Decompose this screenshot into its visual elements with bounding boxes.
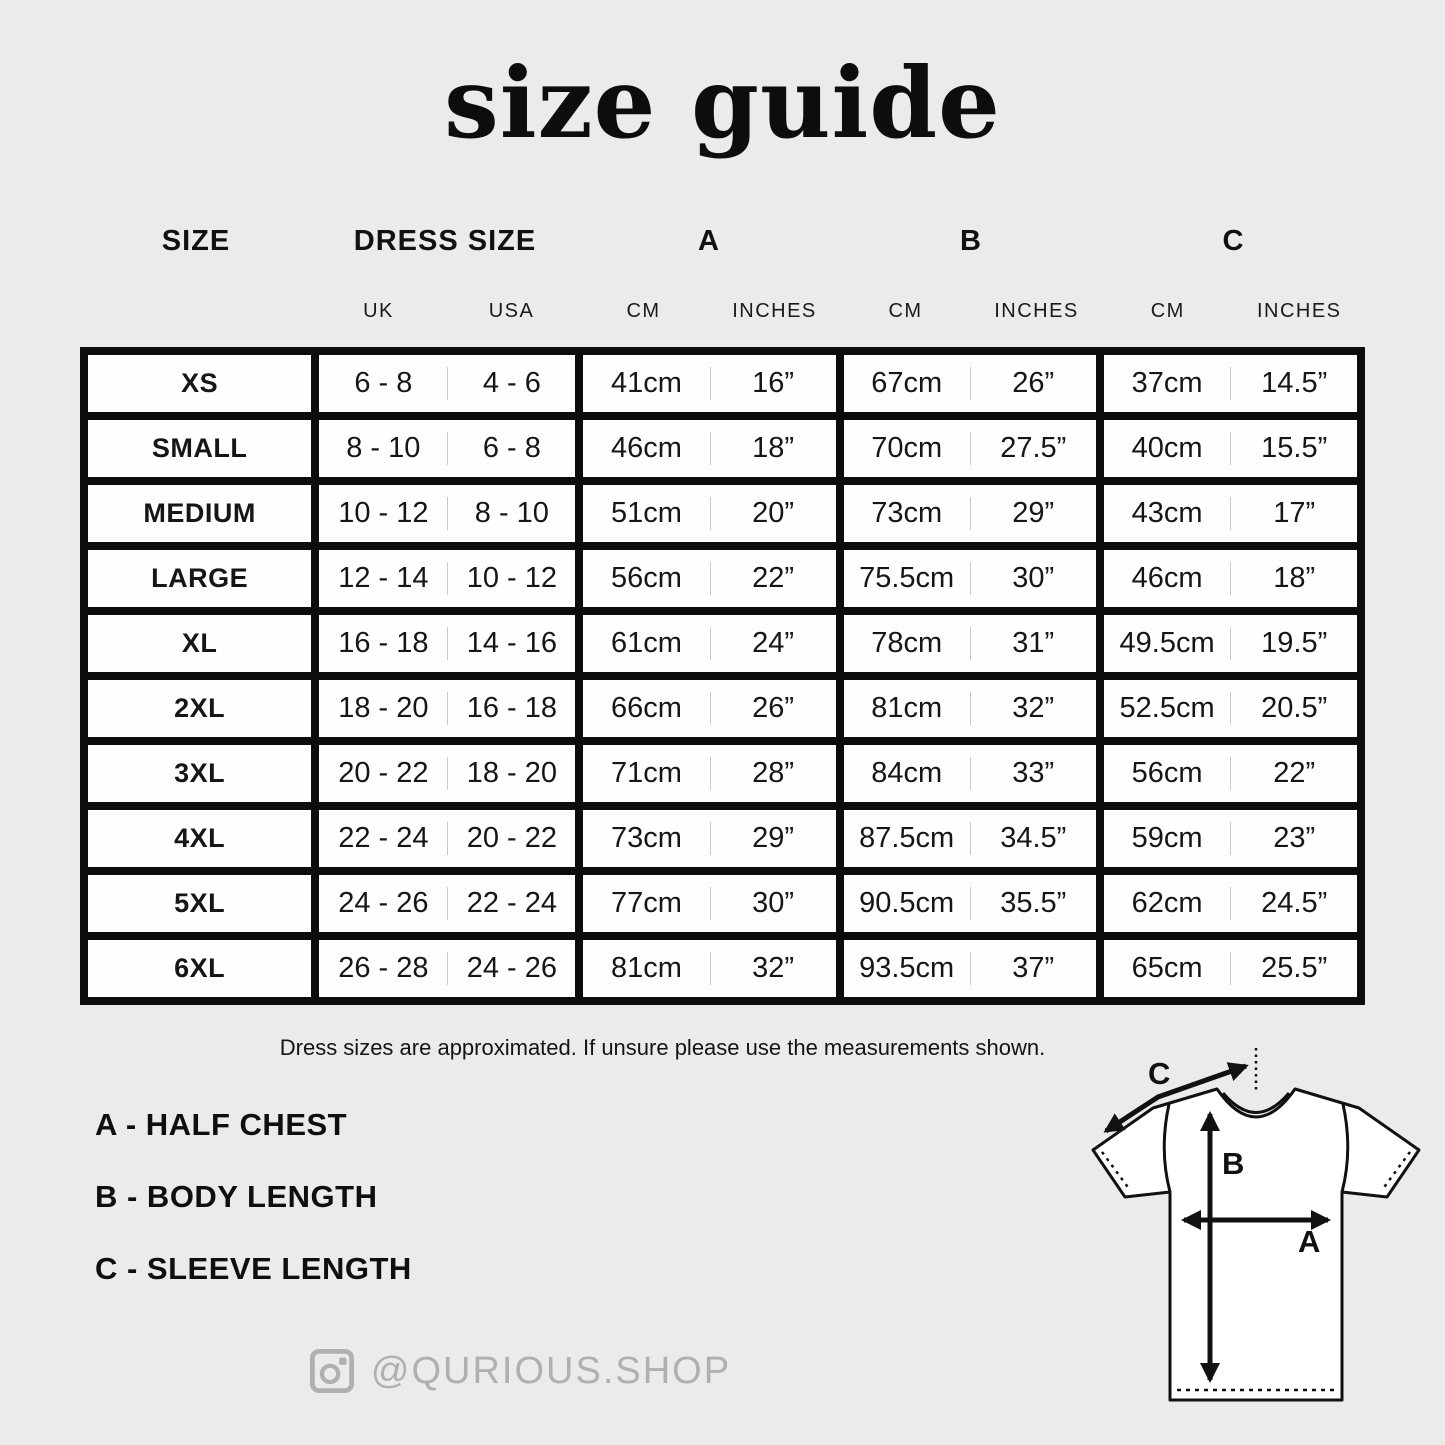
- table-row-small: [88, 420, 1357, 477]
- subheader-a-cm: CM: [626, 299, 661, 322]
- instagram-icon: [309, 1348, 355, 1394]
- instagram-handle: @QURIOUS.SHOP: [370, 1349, 732, 1392]
- uk-value: 10 - 12: [338, 496, 429, 529]
- c-cm-value: 56cm: [1131, 756, 1203, 789]
- c-cell: [1104, 810, 1357, 867]
- usa-value: 20 - 22: [447, 822, 575, 855]
- b-cm-value: 87.5cm: [859, 821, 955, 854]
- b-cell: [844, 615, 1096, 672]
- size-label: 3XL: [88, 745, 311, 802]
- c-cell: [1104, 550, 1357, 607]
- usa-value: 24 - 26: [447, 952, 575, 985]
- a-cell: [583, 420, 835, 477]
- a-inches-value: 16”: [710, 367, 836, 400]
- header-a: A: [698, 224, 720, 257]
- uk-value: 22 - 24: [338, 821, 429, 854]
- b-cell: [844, 810, 1096, 867]
- c-inches-value: 14.5”: [1230, 367, 1357, 400]
- diagram-label-c: C: [1148, 1056, 1171, 1091]
- b-cm-value: 84cm: [871, 756, 943, 789]
- c-inches-value: 17”: [1230, 497, 1357, 530]
- b-inches-value: 31”: [970, 627, 1096, 660]
- c-cell: [1104, 355, 1357, 412]
- a-inches-value: 30”: [710, 887, 836, 920]
- diagram-label-a: A: [1298, 1224, 1321, 1259]
- table-row-2xl: [88, 680, 1357, 737]
- subheader-c-inches: INCHES: [1256, 299, 1342, 322]
- uk-value: 20 - 22: [338, 756, 429, 789]
- c-cm-value: 40cm: [1131, 431, 1203, 464]
- table-row-5xl: [88, 875, 1357, 932]
- dress-size-cell: [319, 485, 575, 542]
- tshirt-outline: [1093, 1089, 1419, 1400]
- usa-value: 10 - 12: [447, 562, 575, 595]
- usa-value: 18 - 20: [447, 757, 575, 790]
- b-inches-value: 26”: [970, 367, 1096, 400]
- c-cell: [1104, 875, 1357, 932]
- c-cm-value: 43cm: [1131, 496, 1203, 529]
- a-inches-value: 32”: [710, 952, 836, 985]
- c-inches-value: 15.5”: [1230, 432, 1357, 465]
- c-cm-value: 59cm: [1131, 821, 1203, 854]
- c-inches-value: 19.5”: [1230, 627, 1357, 660]
- b-cm-value: 81cm: [871, 691, 943, 724]
- tshirt-diagram: [1050, 1040, 1445, 1440]
- b-cm-value: 67cm: [871, 366, 943, 399]
- a-cell: [583, 940, 835, 997]
- a-cm-value: 81cm: [610, 951, 682, 984]
- c-cm-value: 52.5cm: [1119, 691, 1215, 724]
- a-cm-value: 66cm: [610, 691, 682, 724]
- uk-value: 18 - 20: [338, 691, 429, 724]
- usa-value: 8 - 10: [447, 497, 575, 530]
- a-cm-value: 51cm: [610, 496, 682, 529]
- b-cell: [844, 485, 1096, 542]
- b-cm-value: 90.5cm: [859, 886, 955, 919]
- c-cm-value: 49.5cm: [1119, 626, 1215, 659]
- dress-size-cell: [319, 420, 575, 477]
- subheader-c-cm: CM: [1150, 299, 1185, 322]
- dress-size-cell: [319, 615, 575, 672]
- header-size: SIZE: [161, 224, 231, 257]
- c-inches-value: 20.5”: [1230, 692, 1357, 725]
- header-dress-size: DRESS SIZE: [353, 224, 537, 257]
- b-cm-value: 78cm: [871, 626, 943, 659]
- a-cell: [583, 355, 835, 412]
- table-sub-headers: [80, 300, 1365, 323]
- size-label: 5XL: [88, 875, 311, 932]
- subheader-c: [1102, 300, 1365, 323]
- a-inches-value: 24”: [710, 627, 836, 660]
- usa-value: 22 - 24: [447, 887, 575, 920]
- a-cm-value: 73cm: [610, 821, 682, 854]
- a-inches-value: 20”: [710, 497, 836, 530]
- table-row-xs: [88, 355, 1357, 412]
- size-label: 4XL: [88, 810, 311, 867]
- a-cell: [583, 550, 835, 607]
- size-label: 2XL: [88, 680, 311, 737]
- size-label: MEDIUM: [88, 485, 311, 542]
- usa-value: 6 - 8: [447, 432, 575, 465]
- size-label: SMALL: [88, 420, 311, 477]
- b-inches-value: 33”: [970, 757, 1096, 790]
- b-cell: [844, 355, 1096, 412]
- a-cm-value: 77cm: [610, 886, 682, 919]
- a-cell: [583, 680, 835, 737]
- subheader-b-cm: CM: [888, 299, 923, 322]
- a-cell: [583, 745, 835, 802]
- uk-value: 6 - 8: [354, 366, 413, 399]
- size-table: [80, 347, 1365, 1005]
- b-inches-value: 27.5”: [970, 432, 1096, 465]
- approximation-note: Dress sizes are approximated. If unsure please use the measurements shown.: [279, 1034, 1046, 1060]
- table-row-xl: [88, 615, 1357, 672]
- b-cell: [844, 420, 1096, 477]
- c-inches-value: 25.5”: [1230, 952, 1357, 985]
- b-cell: [844, 875, 1096, 932]
- a-cm-value: 41cm: [610, 366, 682, 399]
- c-cell: [1104, 420, 1357, 477]
- a-cell: [583, 875, 835, 932]
- size-label: XL: [88, 615, 311, 672]
- c-inches-value: 22”: [1230, 757, 1357, 790]
- header-c: C: [1222, 224, 1245, 257]
- subheader-spacer: [80, 300, 312, 323]
- subheader-a: [578, 300, 840, 323]
- c-cm-value: 46cm: [1131, 561, 1203, 594]
- c-cell: [1104, 615, 1357, 672]
- c-cell: [1104, 940, 1357, 997]
- b-inches-value: 35.5”: [970, 887, 1096, 920]
- uk-value: 12 - 14: [338, 561, 429, 594]
- dress-size-cell: [319, 355, 575, 412]
- legend-half-chest: A - HALF CHEST: [95, 1106, 348, 1142]
- b-cell: [844, 550, 1096, 607]
- b-inches-value: 37”: [970, 952, 1096, 985]
- subheader-uk: UK: [363, 299, 394, 322]
- b-cm-value: 93.5cm: [859, 951, 955, 984]
- c-inches-value: 24.5”: [1230, 887, 1357, 920]
- uk-value: 16 - 18: [338, 626, 429, 659]
- dress-size-cell: [319, 745, 575, 802]
- c-inches-value: 18”: [1230, 562, 1357, 595]
- c-inches-value: 23”: [1230, 822, 1357, 855]
- size-label: 6XL: [88, 940, 311, 997]
- subheader-b: [840, 300, 1102, 323]
- dress-size-cell: [319, 680, 575, 737]
- a-cm-value: 46cm: [610, 431, 682, 464]
- a-inches-value: 18”: [710, 432, 836, 465]
- subheader-dress: [312, 300, 578, 323]
- usa-value: 14 - 16: [447, 627, 575, 660]
- subheader-a-inches: INCHES: [732, 299, 817, 322]
- b-inches-value: 34.5”: [970, 822, 1096, 855]
- a-cm-value: 71cm: [610, 756, 682, 789]
- b-cm-value: 73cm: [871, 496, 943, 529]
- table-row-large: [88, 550, 1357, 607]
- a-inches-value: 26”: [710, 692, 836, 725]
- subheader-b-inches: INCHES: [994, 299, 1079, 322]
- c-cm-value: 65cm: [1131, 951, 1203, 984]
- usa-value: 4 - 6: [447, 367, 575, 400]
- b-cell: [844, 680, 1096, 737]
- diagram-label-b: B: [1222, 1146, 1245, 1181]
- c-cell: [1104, 745, 1357, 802]
- subheader-usa: USA: [488, 299, 535, 322]
- c-cm-value: 37cm: [1131, 366, 1203, 399]
- b-cell: [844, 940, 1096, 997]
- size-label: LARGE: [88, 550, 311, 607]
- size-label: XS: [88, 355, 311, 412]
- uk-value: 8 - 10: [346, 431, 421, 464]
- a-inches-value: 22”: [710, 562, 836, 595]
- legend-body-length: B - BODY LENGTH: [95, 1178, 378, 1214]
- a-inches-value: 28”: [710, 757, 836, 790]
- uk-value: 24 - 26: [338, 886, 429, 919]
- uk-value: 26 - 28: [338, 951, 429, 984]
- page-title: size guide: [444, 46, 1001, 160]
- dress-size-cell: [319, 810, 575, 867]
- b-inches-value: 29”: [970, 497, 1096, 530]
- usa-value: 16 - 18: [447, 692, 575, 725]
- b-inches-value: 32”: [970, 692, 1096, 725]
- footer: [0, 1348, 1040, 1394]
- a-inches-value: 29”: [710, 822, 836, 855]
- a-cm-value: 61cm: [610, 626, 682, 659]
- c-cell: [1104, 680, 1357, 737]
- table-row-3xl: [88, 745, 1357, 802]
- a-cell: [583, 615, 835, 672]
- dress-size-cell: [319, 940, 575, 997]
- c-cm-value: 62cm: [1131, 886, 1203, 919]
- dress-size-cell: [319, 550, 575, 607]
- table-row-4xl: [88, 810, 1357, 867]
- b-cell: [844, 745, 1096, 802]
- a-cm-value: 56cm: [610, 561, 682, 594]
- legend-sleeve-length: C - SLEEVE LENGTH: [95, 1250, 412, 1286]
- b-inches-value: 30”: [970, 562, 1096, 595]
- table-group-headers: [80, 225, 1365, 258]
- table-row-medium: [88, 485, 1357, 542]
- table-row-6xl: [88, 940, 1357, 997]
- a-cell: [583, 485, 835, 542]
- b-cm-value: 75.5cm: [859, 561, 955, 594]
- header-b: B: [960, 224, 982, 257]
- c-cell: [1104, 485, 1357, 542]
- dress-size-cell: [319, 875, 575, 932]
- a-cell: [583, 810, 835, 867]
- b-cm-value: 70cm: [871, 431, 943, 464]
